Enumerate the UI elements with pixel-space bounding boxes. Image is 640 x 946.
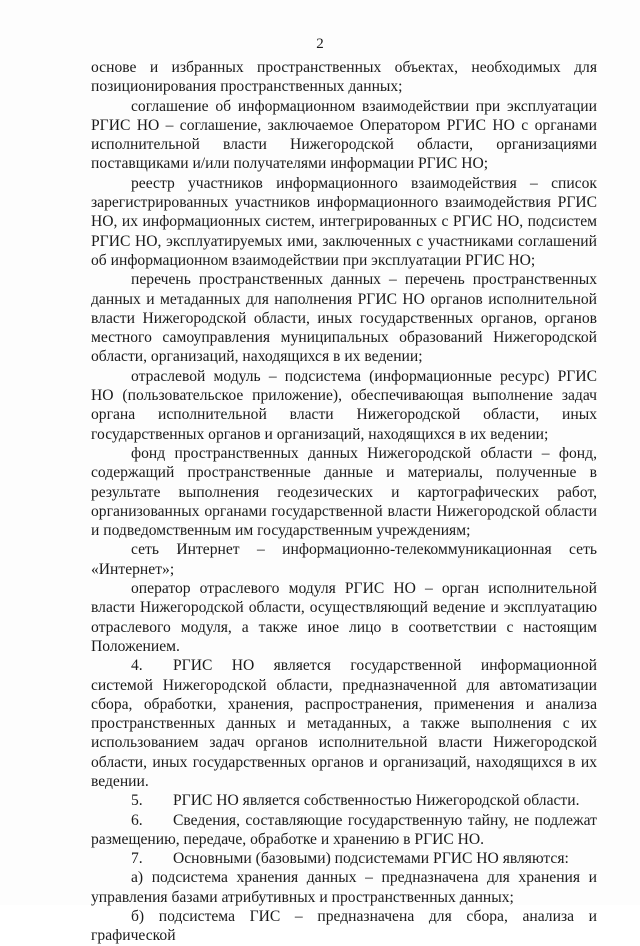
item-text: Сведения, составляющие государственную тайну, не подлежат размещению, передаче, обработке и хранению в РГИС НО. (91, 811, 597, 848)
definition-spatial-data-list: перечень пространственных данных – перечень пространственных данных и метаданных для наполнения РГИС НО органов исполнительной власти Нижегородской области, иных государственных органов, органов местного самоуправления муниципальных образований Нижегородской области, организаций, находящихся в их ведении; (91, 271, 597, 366)
item-number: 4. (131, 657, 143, 675)
subitem-a: а) подсистема хранения данных – предназначена для хранения и управления базами атрибутивных и пространственных данных; (91, 869, 597, 906)
page-number: 2 (316, 36, 324, 52)
document-body (91, 58, 597, 946)
subitem-b: б) подсистема ГИС – предназначена для сбора, анализа и графической (91, 908, 597, 945)
numbered-item-5 (91, 791, 597, 810)
numbered-item-7 (91, 849, 597, 868)
definition-internet: сеть Интернет – информационно-телекоммуникационная сеть «Интернет»; (91, 541, 597, 578)
item-number: 7. (131, 850, 143, 868)
item-text: Основными (базовыми) подсистемами РГИС НО являются: (173, 850, 569, 868)
definition-registry: реестр участников информационного взаимодействия – список зарегистрированных участников информационного взаимодействия РГИС НО, их информационных систем, интегрированных с РГИС НО, подсистем РГИС НО, эксплуатируемых ими, заключенных с участниками соглашений об информационном взаимодействии при эксплуатации РГИС НО; (91, 174, 597, 269)
item-number: 5. (131, 792, 143, 810)
numbered-item-4 (91, 656, 597, 791)
definition-spatial-data-fund: фонд пространственных данных Нижегородской области – фонд, содержащий пространственные данные и материалы, полученные в результате выполнения геодезических и картографических работ, организованных органами государственной власти Нижегородской области и подведомственным им государственным учреждениям; (91, 444, 597, 540)
item-number: 6. (131, 811, 143, 829)
definition-industry-module: отраслевой модуль – подсистема (информационные ресурс) РГИС НО (пользовательское приложение), обеспечивающая выполнение задач органа исполнительной власти Нижегородской области, иных государственных органов и организаций, находящихся в их ведении; (91, 367, 597, 443)
item-text: РГИС НО является государственной информационной системой Нижегородской области, предназначенной для автоматизации сбора, обработки, хранения, распространения, применения и анализа пространственных данных и метаданных, а также выполнения с их использованием задач органов исполнительной власти Нижегородской области, иных государственных органов и организаций, находящихся в их ведении. (91, 657, 597, 790)
paragraph-continuation: основе и избранных пространственных объектах, необходимых для позиционирования пространственных данных; (91, 59, 597, 96)
definition-module-operator: оператор отраслевого модуля РГИС НО – орган исполнительной власти Нижегородской области, осуществляющий ведение и эксплуатацию отраслевого модуля, а также иное лицо в соответствии с настоящим Положением. (91, 580, 597, 655)
numbered-item-6 (91, 811, 597, 850)
definition-agreement: соглашение об информационном взаимодействии при эксплуатации РГИС НО – соглашение, заключаемое Оператором РГИС НО с органами исполнительной власти Нижегородской области, организациями поставщиками и/или получателями информации РГИС НО; (91, 97, 597, 173)
item-text: РГИС НО является собственностью Нижегородской области. (173, 792, 580, 810)
